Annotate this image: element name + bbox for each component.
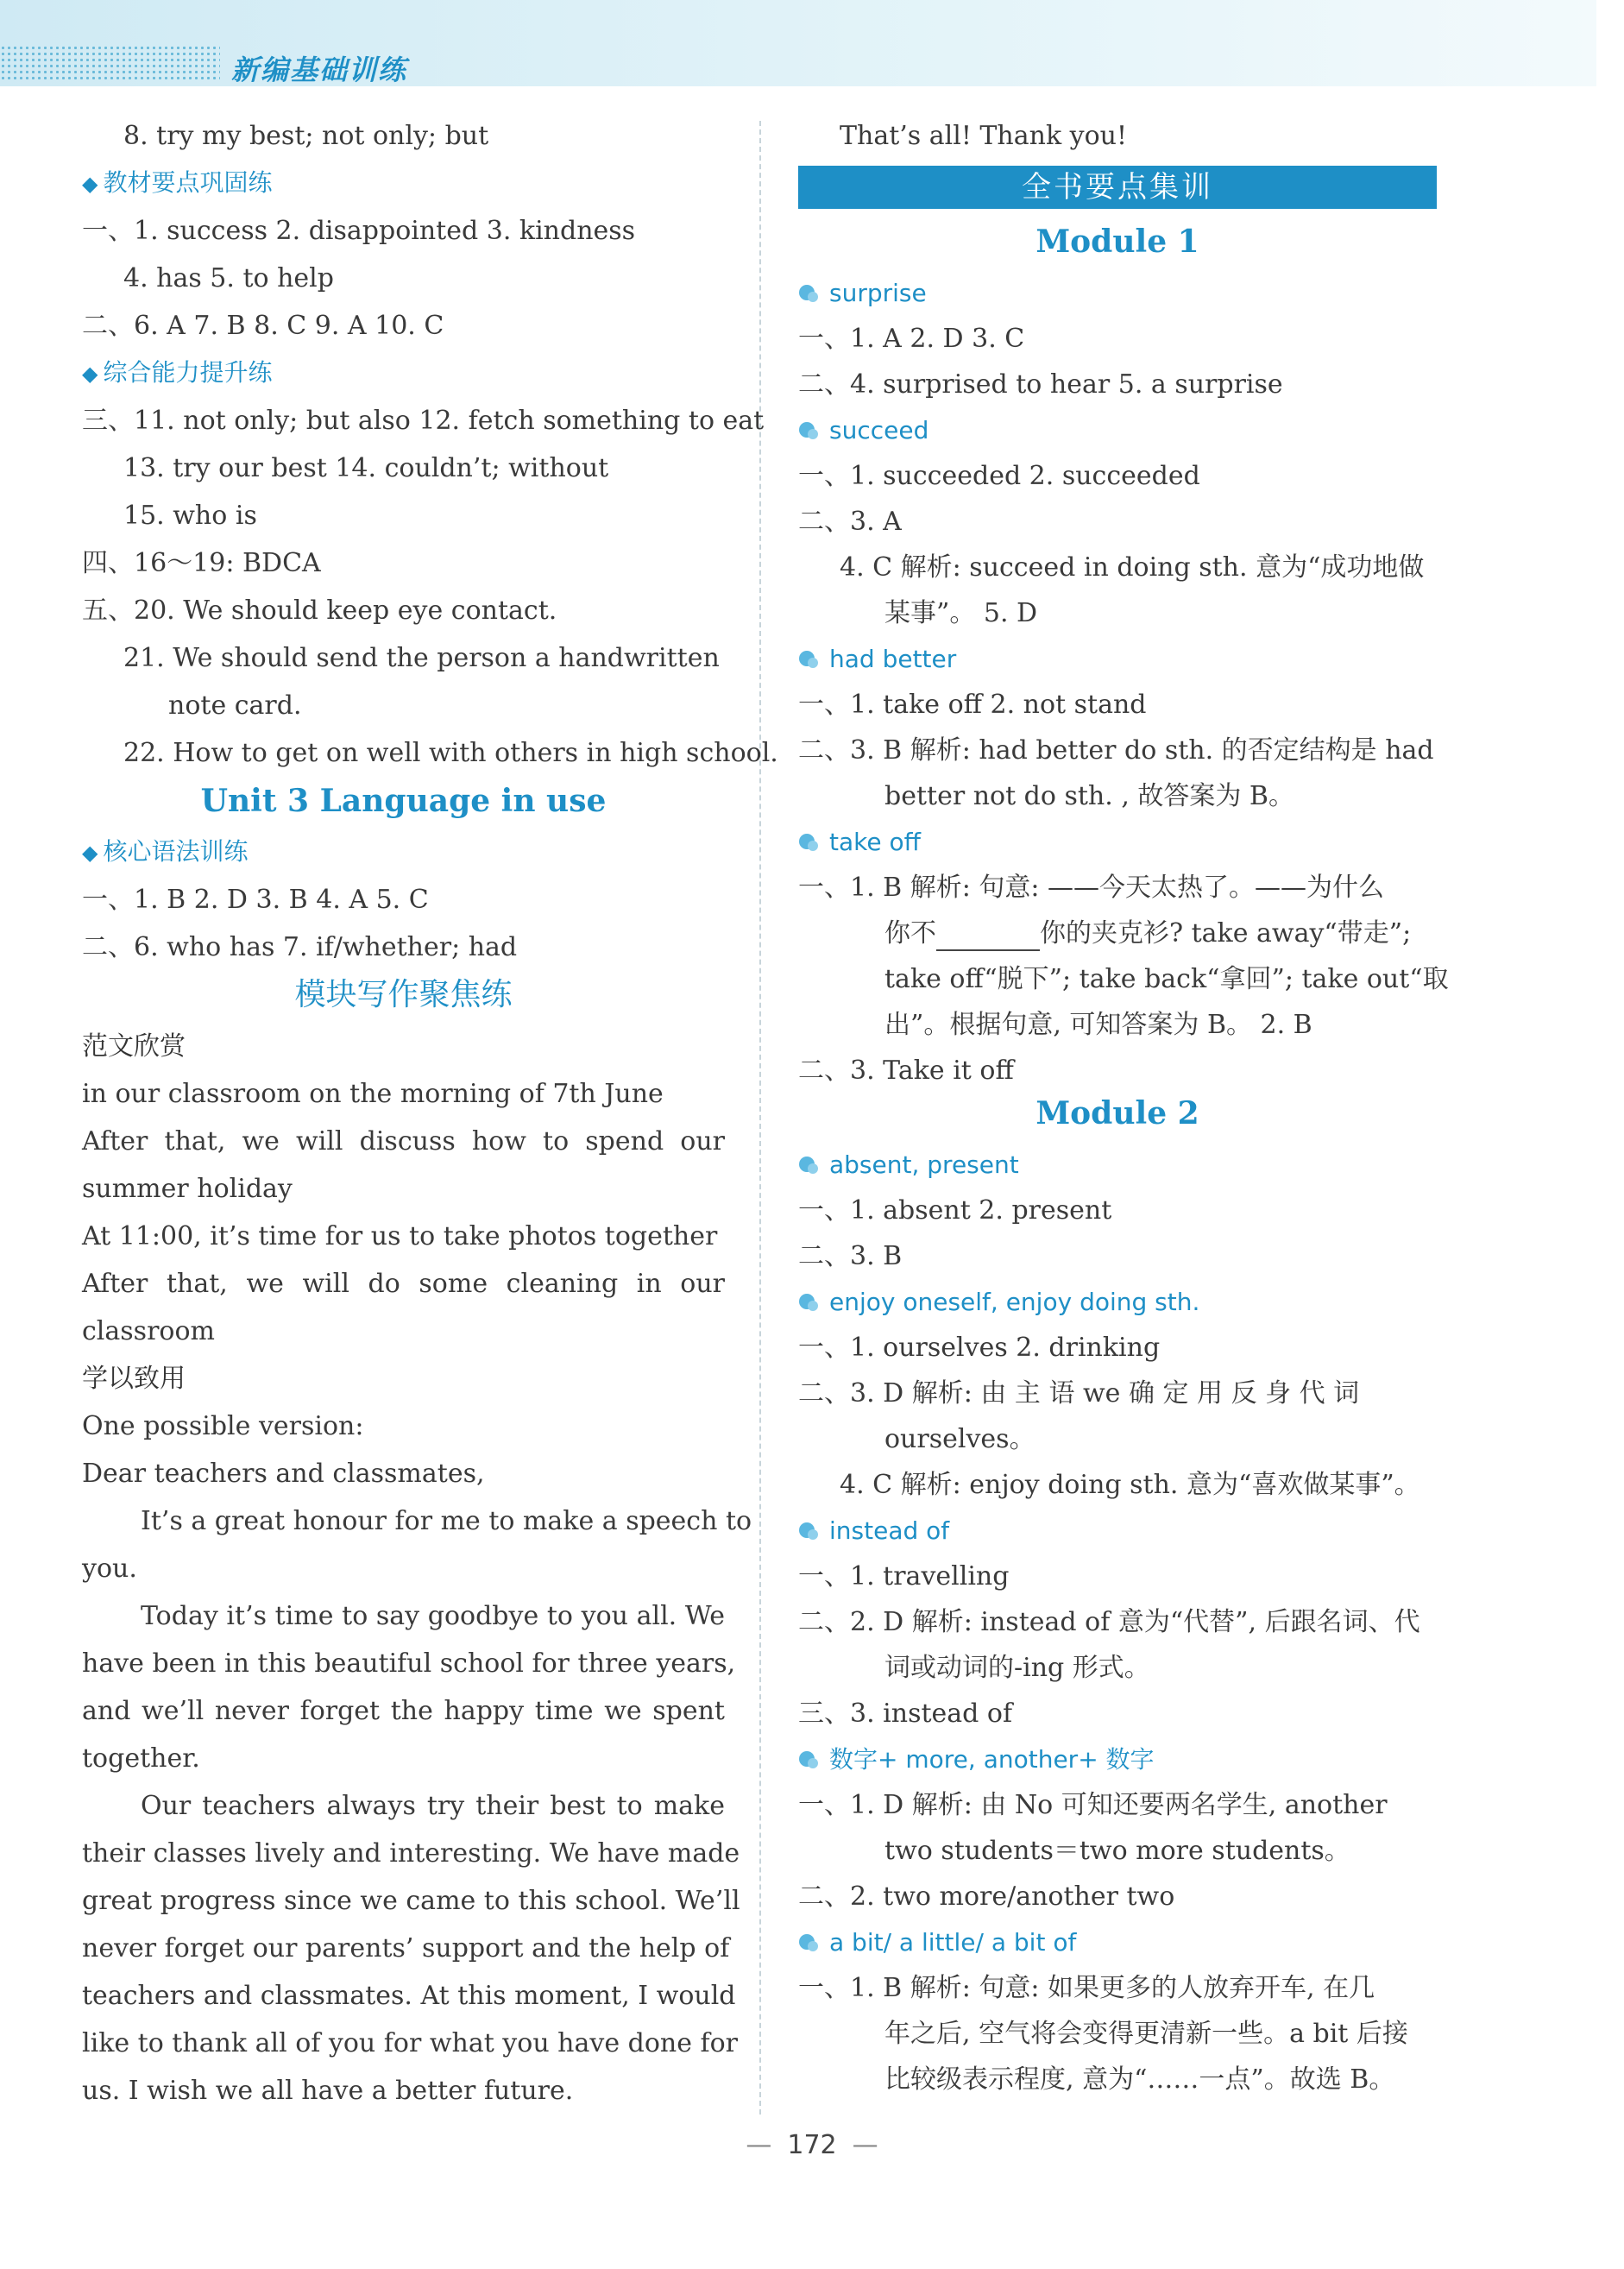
essay-line: like to thank all of you for what you have done for (82, 2028, 739, 2058)
essay-line: us. I wish we all have a better future. (82, 2076, 574, 2106)
answer-line: 4. C 解析: succeed in doing sth. 意为“成功地做 (840, 552, 1425, 583)
topic-heading-succeed: succeed (798, 415, 928, 446)
essay-line: After that, we will discuss how to spend our (82, 1126, 725, 1157)
answer-line: 22. How to get on well with others in high school. (123, 738, 778, 768)
dash-left: — (746, 2130, 772, 2160)
answer-line: two students＝two more students。 (884, 1836, 1350, 1866)
essay-line: together. (82, 1743, 200, 1774)
answer-line: 4. has 5. to help (123, 263, 334, 293)
answer-line: 二、2. D 解析: instead of 意为“代替”, 后跟名词、代 (798, 1607, 1420, 1637)
diamond-icon: ◆ (82, 362, 98, 386)
essay-line: their classes lively and interesting. We have made (82, 1838, 740, 1869)
bookmark-icon (798, 1932, 821, 1954)
module-title: Module 1 (1035, 224, 1199, 260)
answer-line: 比较级表示程度, 意为“……一点”。故选 B。 (884, 2064, 1395, 2095)
essay-line: classroom (82, 1316, 215, 1346)
essay-line: Our teachers always try their best to make (141, 1791, 725, 1821)
bookmark-icon (798, 419, 821, 442)
section-heading-hexin: ◆ 核心语法训练 (82, 835, 248, 869)
answer-line: 二、3. D 解析: 由 主 语 we 确 定 用 反 身 代 词 (798, 1378, 1360, 1409)
essay-line: Today it’s time to say goodbye to you all. We (141, 1601, 725, 1631)
key-points-banner: 全书要点集训 (798, 166, 1437, 209)
answer-line: better not do sth. , 故答案为 B。 (884, 781, 1294, 811)
answer-line: 15. who is (123, 501, 257, 531)
answer-line: 四、16～19: BDCA (82, 548, 321, 578)
bookmark-icon (798, 648, 821, 671)
bookmark-icon (798, 1520, 821, 1542)
answer-line: 一、1. A 2. D 3. C (798, 324, 1025, 354)
section-heading-jiaocai: ◆ 教材要点巩固练 (82, 167, 272, 200)
module-title: Module 2 (1035, 1095, 1199, 1131)
writing-section-title: 模块写作聚焦练 (294, 977, 513, 1012)
bookmark-icon (798, 1749, 821, 1771)
answer-line: 某事”。 5. D (884, 598, 1038, 628)
topic-heading-number-more: 数字+ more, another+ 数字 (798, 1744, 1155, 1775)
answer-line: 出”。根据句意, 可知答案为 B。 2. B (884, 1010, 1312, 1040)
answer-line: 13. try our best 14. couldn’t; without (123, 453, 609, 483)
answer-line: 一、1. B 解析: 句意: ——今天太热了。——为什么 (798, 873, 1385, 903)
topic-heading-enjoy: enjoy oneself, enjoy doing sth. (798, 1287, 1199, 1318)
answer-line: 二、3. A (798, 507, 902, 537)
answer-line: 二、3. B (798, 1241, 903, 1271)
answer-line: 一、1. travelling (798, 1561, 1010, 1591)
answer-line: 二、6. A 7. B 8. C 9. A 10. C (82, 311, 444, 341)
essay-line: That’s all! Thank you! (840, 121, 1128, 151)
answer-line: 三、3. instead of (798, 1699, 1013, 1729)
answer-line: 8. try my best; not only; but (123, 121, 489, 151)
header-dot-pattern (0, 45, 220, 79)
essay-line: At 11:00, it’s time for us to take photos together (82, 1221, 718, 1251)
answer-line: 一、1. absent 2. present (798, 1195, 1112, 1226)
answer-line: 二、2. two more/another two (798, 1881, 1175, 1912)
answer-line: 三、11. not only; but also 12. fetch something to eat (82, 406, 765, 436)
topic-heading-absent-present: absent, present (798, 1150, 1019, 1181)
answer-line: 21. We should send the person a handwritten (123, 643, 720, 673)
bookmark-icon (798, 1291, 821, 1314)
essay-line: One possible version: (82, 1411, 364, 1441)
topic-heading-instead-of: instead of (798, 1516, 949, 1547)
answer-line: 一、1. B 解析: 句意: 如果更多的人放弃开车, 在几 (798, 1973, 1375, 2003)
answer-line: 一、1. succeeded 2. succeeded (798, 461, 1200, 491)
answer-line: 4. C 解析: enjoy doing sth. 意为“喜欢做某事”。 (840, 1470, 1420, 1500)
bookmark-icon (798, 831, 821, 854)
dash-right: — (852, 2130, 878, 2160)
series-title: 新编基础训练 (231, 54, 408, 86)
diamond-icon: ◆ (82, 172, 98, 196)
essay-line: teachers and classmates. At this moment, I would (82, 1981, 736, 2011)
answer-line: 一、1. B 2. D 3. B 4. A 5. C (82, 885, 429, 915)
page-number: — 172 — (746, 2130, 878, 2160)
answer-line: note card. (168, 690, 302, 721)
topic-heading-a-bit: a bit/ a little/ a bit of (798, 1927, 1076, 1958)
answer-line: 二、3. Take it off (798, 1056, 1014, 1086)
essay-line: in our classroom on the morning of 7th June (82, 1079, 664, 1109)
answer-line: 一、1. success 2. disappointed 3. kindness (82, 216, 636, 246)
answer-line: 二、4. surprised to hear 5. a surprise (798, 369, 1283, 400)
label-fanwen: 范文欣赏 (82, 1031, 186, 1062)
essay-line: Dear teachers and classmates, (82, 1459, 485, 1489)
answer-line: 年之后, 空气将会变得更清新一些。a bit 后接 (884, 2019, 1408, 2049)
essay-line: After that, we will do some cleaning in our (82, 1269, 725, 1299)
section-heading-zonghe: ◆ 综合能力提升练 (82, 356, 272, 390)
topic-heading-surprise: surprise (798, 278, 927, 309)
essay-line: summer holiday (82, 1174, 293, 1204)
essay-line: have been in this beautiful school for three years, (82, 1648, 736, 1679)
answer-line: 一、1. ourselves 2. drinking (798, 1333, 1161, 1363)
answer-line: 五、20. We should keep eye contact. (82, 596, 557, 626)
bookmark-icon (798, 282, 821, 305)
answer-line: take off“脱下”; take back“拿回”; take out“取 (884, 964, 1449, 994)
diamond-icon: ◆ (82, 841, 98, 865)
answer-line: 你不 你的夹克衫? take away“带走”; (798, 917, 1411, 951)
bookmark-icon (798, 1154, 821, 1176)
label-xueyi: 学以致用 (82, 1364, 186, 1394)
essay-line: you. (82, 1554, 137, 1584)
answer-line: 一、1. take off 2. not stand (798, 690, 1147, 720)
answer-line: ourselves。 (884, 1424, 1035, 1454)
answer-line: 词或动词的-ing 形式。 (884, 1653, 1150, 1683)
unit-title: Unit 3 Language in use (200, 783, 607, 819)
answer-line: 一、1. D 解析: 由 No 可知还要两名学生, another (798, 1790, 1388, 1820)
fill-in-blank (936, 925, 1040, 951)
essay-line: never forget our parents’ support and the help of (82, 1933, 730, 1963)
answer-line: 二、3. B 解析: had better do sth. 的否定结构是 had (798, 735, 1434, 766)
answer-line: 二、6. who has 7. if/whether; had (82, 932, 518, 962)
topic-heading-take-off: take off (798, 827, 921, 858)
topic-heading-had-better: had better (798, 644, 956, 675)
essay-line: and we’ll never forget the happy time we spent (82, 1696, 725, 1726)
essay-line: great progress since we came to this school. We’ll (82, 1886, 740, 1916)
essay-line: It’s a great honour for me to make a speech to (141, 1506, 752, 1536)
